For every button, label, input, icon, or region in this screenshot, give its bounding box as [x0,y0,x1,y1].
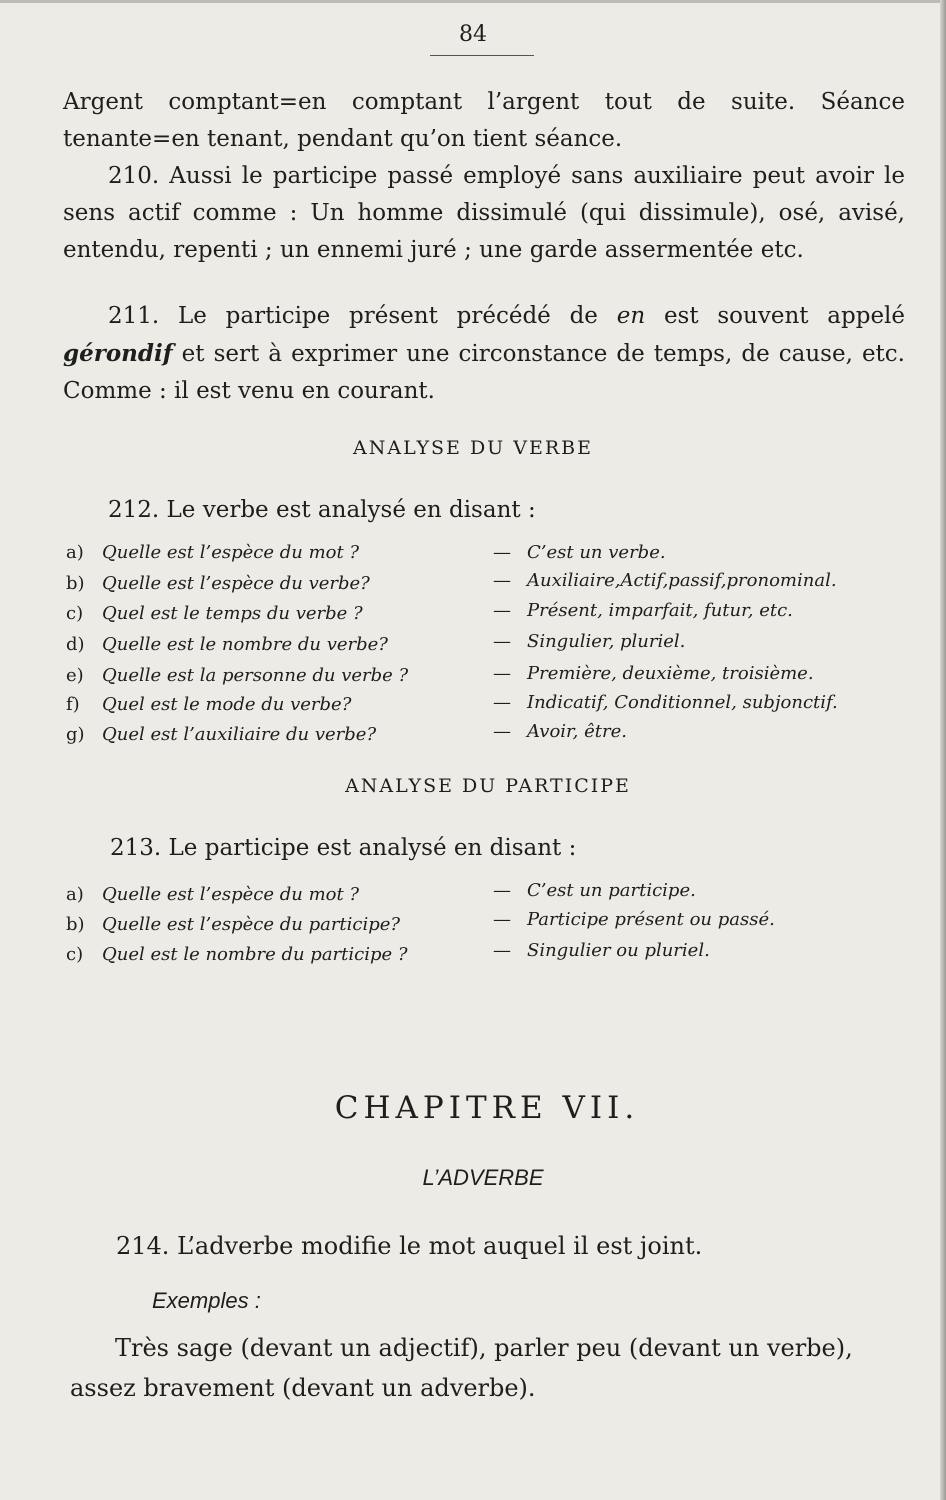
participe-dash-a: — [493,880,511,901]
participe-label-c: c) [66,944,84,965]
chapter-subtitle: L’ADVERBE [422,1165,544,1190]
verbe-label-e: e) [66,665,84,686]
verbe-answer-a [493,538,666,568]
paragraph-211 [63,298,905,410]
verbe-answer-e [493,659,814,689]
paragraph-211-part-a: 211. Le participe présent précédé de [108,303,598,329]
verbe-label-c: c) [66,603,84,624]
verbe-answer-text-e: Première, deuxième, troisième. [527,663,814,684]
verbe-question-text-c: Quel est le temps du verbe ? [102,603,363,624]
participe-question-text-c: Quel est le nombre du participe ? [102,944,408,965]
verbe-answer-g [493,717,627,747]
verbe-question-text-g: Quel est l’auxiliaire du verbe? [102,724,377,745]
verbe-question-text-f: Quel est le mode du verbe? [102,694,352,715]
participe-question-text-b: Quelle est l’espèce du participe? [102,914,401,935]
page-number: 84 [459,22,487,47]
verbe-label-a: a) [66,542,84,563]
paragraph-argent-comptant: Argent comptant=en comptant l’argent tout de suite. Séance tenante=en tenant, pendant qu’on tient séance. [63,89,905,152]
participe-answer-text-a: C’est un participe. [527,880,696,901]
page-number-rule [430,55,534,56]
examples-label: Exemples : [152,1288,261,1313]
verbe-dash-f: — [493,692,511,713]
participe-question-b [66,910,400,940]
participe-answer-text-c: Singulier ou pluriel. [527,940,710,961]
chapter-title: CHAPITRE VII. [334,1090,640,1126]
verbe-label-d: d) [66,634,85,655]
verbe-question-f [66,690,351,720]
verbe-label-b: b) [66,573,85,594]
participe-question-c [66,940,408,970]
paragraph-213: 213. Le participe est analysé en disant : [110,835,577,861]
paragraph-214: 214. L’adverbe modifie le mot auquel il est joint. [116,1232,703,1260]
verbe-answer-text-f: Indicatif, Conditionnel, subjonctif. [527,692,838,713]
verbe-question-b [66,569,370,599]
verbe-dash-a: — [493,542,511,563]
verbe-question-text-b: Quelle est l’espèce du verbe? [102,573,370,594]
verbe-answer-text-a: C’est un verbe. [527,542,666,563]
paragraph-210 [63,158,905,269]
heading-analyse-participe: ANALYSE DU PARTICIPE [345,775,631,797]
verbe-question-text-e: Quelle est la personne du verbe ? [102,665,409,686]
verbe-answer-text-d: Singulier, pluriel. [527,631,686,652]
verbe-question-text-a: Quelle est l’espèce du mot ? [102,542,360,563]
participe-answer-b [493,905,775,935]
paragraph-211-en: en [616,303,646,329]
paragraph-210-text: 210. Aussi le participe passé employé sans auxiliaire peut avoir le sens actif comme : Un homme dissimulé (qui dissimule), osé, avisé, entendu, repenti ; un ennemi juré ; une garde assermentée etc. [63,163,905,263]
participe-question-a [66,880,359,910]
verbe-question-c [66,599,363,629]
verbe-answer-c [493,596,793,626]
verbe-dash-b: — [493,570,511,591]
participe-question-text-a: Quelle est l’espèce du mot ? [102,884,360,905]
examples-sentence: Très sage (devant un adjectif), parler peu (devant un verbe), assez bravement (devant un adverbe). [70,1334,853,1402]
verbe-dash-g: — [493,721,511,742]
participe-answer-text-b: Participe présent ou passé. [527,909,775,930]
participe-dash-c: — [493,940,511,961]
page-right-edge [940,0,946,1500]
verbe-answer-text-g: Avoir, être. [527,721,627,742]
paragraph-212: 212. Le verbe est analysé en disant : [108,497,536,523]
verbe-answer-d [493,627,685,657]
verbe-dash-d: — [493,631,511,652]
verbe-question-e [66,661,408,691]
verbe-answer-b [493,566,837,596]
participe-answer-c [493,936,710,966]
verbe-label-g: g) [66,724,85,745]
paragraph-211-part-b: est souvent appelé [663,303,906,329]
page-top-edge [0,0,946,3]
verbe-dash-c: — [493,600,511,621]
participe-label-a: a) [66,884,84,905]
verbe-question-d [66,630,388,660]
verbe-dash-e: — [493,663,511,684]
verbe-question-a [66,538,359,568]
verbe-question-g [66,720,376,750]
participe-answer-a [493,876,696,906]
verbe-answer-f [493,688,838,718]
verbe-question-text-d: Quelle est le nombre du verbe? [102,634,388,655]
verbe-answer-text-b: Auxiliaire,Actif,passif,pronominal. [527,570,837,591]
participe-label-b: b) [66,914,85,935]
heading-analyse-verbe: ANALYSE DU VERBE [353,437,593,459]
examples-text [70,1328,920,1408]
verbe-label-f: f) [66,694,80,715]
participe-dash-b: — [493,909,511,930]
verbe-answer-text-c: Présent, imparfait, futur, etc. [527,600,793,621]
paragraph-211-gerondif: gérondif [63,340,173,367]
paragraph-211-part-c: et sert à exprimer une circonstance de temps, de cause, etc. Comme : il est venu en courant. [63,341,905,404]
